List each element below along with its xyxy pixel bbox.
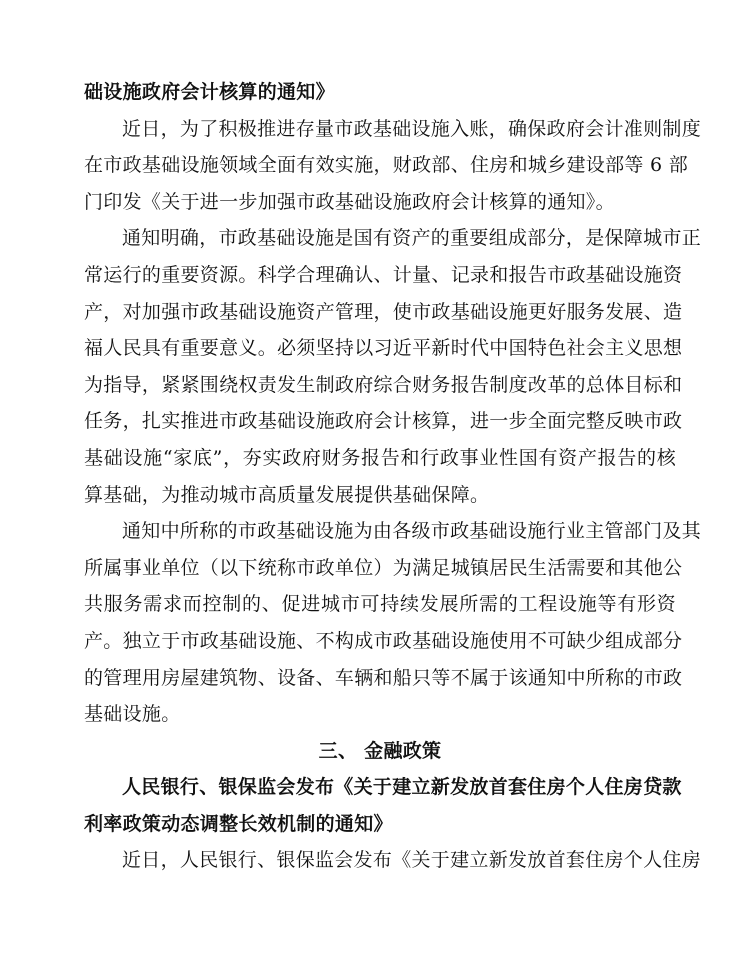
heading-continuation: 础设施政府会计核算的通知》 (84, 81, 335, 103)
section-title: 三、 金融政策 (318, 739, 442, 762)
paragraph-2-line-4: 福人民具有重要意义。必须坚持以习近平新时代中国特色社会主义思想 (84, 337, 683, 360)
paragraph-1-line-3: 门印发《关于进一步加强市政基础设施政府会计核算的通知》。 (84, 190, 615, 213)
paragraph-2-line-3: 产，对加强市政基础设施资产管理，使市政基础设施更好服务发展、造 (84, 300, 683, 323)
paragraph-3-line-2: 所属事业单位（以下统称市政单位）为满足城镇居民生活需要和其他公 (84, 556, 683, 579)
paragraph-3-line-1: 通知中所称的市政基础设施为由各级市政基础设施行业主管部门及其 (122, 520, 702, 543)
paragraph-3-line-4: 产。独立于市政基础设施、不构成市政基础设施使用不可缺少组成部分 (84, 629, 683, 652)
paragraph-2-line-1: 通知明确，市政基础设施是国有资产的重要组成部分，是保障城市正 (122, 227, 702, 250)
paragraph-2-line-5: 为指导，紧紧围绕权责发生制政府综合财务报告制度改革的总体目标和 (84, 373, 683, 396)
paragraph-1-line-1: 近日，为了积极推进存量市政基础设施入账，确保政府会计准则制度 (122, 117, 702, 140)
paragraph-2-line-2: 常运行的重要资源。科学合理确认、计量、记录和报告市政基础设施资 (84, 263, 683, 286)
sub-heading-line-1: 人民银行、银保监会发布《关于建立新发放首套住房个人住房贷款 (122, 776, 682, 799)
paragraph-2-line-7: 基础设施“家底”，夯实政府财务报告和行政事业性国有资产报告的核 (84, 446, 676, 469)
paragraph-3-line-5: 的管理用房屋建筑物、设备、车辆和船只等不属于该通知中所称的市政 (84, 666, 683, 689)
document-page (84, 74, 702, 879)
paragraph-1-line-2: 在市政基础设施领域全面有效实施，财政部、住房和城乡建设部等 6 部 (84, 154, 689, 177)
paragraph-2-line-8: 算基础，为推动城市高质量发展提供基础保障。 (84, 483, 490, 506)
paragraph-2-line-6: 任务，扎实推进市政基础设施政府会计核算，进一步全面完整反映市政 (84, 410, 683, 433)
paragraph-3-line-6: 基础设施。 (84, 703, 181, 726)
sub-heading-line-2: 利率政策动态调整长效机制的通知》 (84, 812, 393, 835)
paragraph-4-line-1: 近日，人民银行、银保监会发布《关于建立新发放首套住房个人住房 (122, 849, 702, 872)
paragraph-3-line-3: 共服务需求而控制的、促进城市可持续发展所需的工程设施等有形资 (84, 593, 676, 616)
